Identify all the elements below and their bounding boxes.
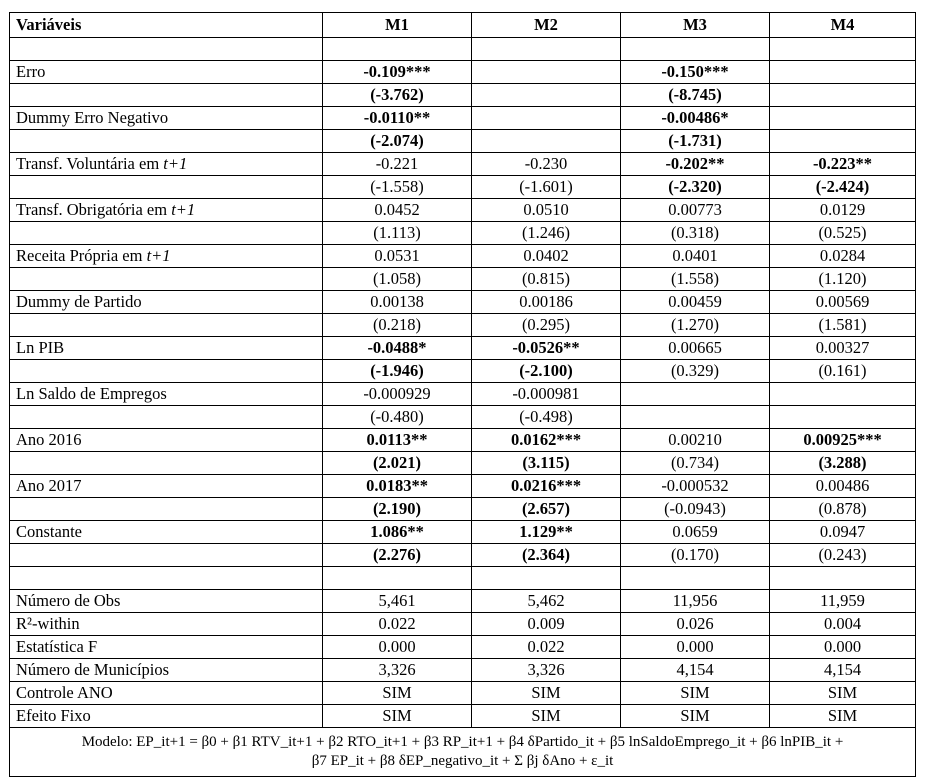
row-label [10, 636, 323, 659]
cell-m3 [621, 567, 770, 590]
model-row [10, 728, 916, 777]
cell-m1: SIM [323, 705, 472, 728]
cell-m2: 0.0402 [472, 245, 621, 268]
header-m1: M1 [323, 13, 472, 38]
table-row [10, 291, 916, 314]
cell-m2: (3.115) [472, 452, 621, 475]
cell-m4: (0.878) [770, 498, 916, 521]
cell-m2: 0.00186 [472, 291, 621, 314]
row-label [10, 521, 323, 544]
row-label-text: Transf. Obrigatória em [16, 200, 172, 219]
table-row [10, 199, 916, 222]
cell-m2: 1.129** [472, 521, 621, 544]
row-label-text: Número de Municípios [16, 660, 170, 679]
cell-m2 [472, 567, 621, 590]
cell-m4: (1.581) [770, 314, 916, 337]
cell-m1: 0.00138 [323, 291, 472, 314]
cell-m2 [472, 84, 621, 107]
table-row [10, 314, 916, 337]
cell-m1: (1.113) [323, 222, 472, 245]
cell-m3: (0.329) [621, 360, 770, 383]
cell-m1: (-0.480) [323, 406, 472, 429]
table-row [10, 544, 916, 567]
table-row [10, 498, 916, 521]
table-row [10, 222, 916, 245]
row-label [10, 314, 323, 337]
cell-m3: 4,154 [621, 659, 770, 682]
cell-m2: (2.657) [472, 498, 621, 521]
row-label-italic: t+1 [163, 154, 188, 173]
row-label-text: Ano 2017 [16, 476, 82, 495]
cell-m1: (-1.946) [323, 360, 472, 383]
row-label [10, 291, 323, 314]
cell-m2: 5,462 [472, 590, 621, 613]
row-label-text: Controle ANO [16, 683, 113, 702]
cell-m1 [323, 38, 472, 61]
cell-m1: 0.0452 [323, 199, 472, 222]
cell-m1: 0.0531 [323, 245, 472, 268]
cell-m3 [621, 38, 770, 61]
cell-m3: -0.202** [621, 153, 770, 176]
table-row [10, 176, 916, 199]
row-label-text: Receita Própria em [16, 246, 147, 265]
cell-m4: (0.161) [770, 360, 916, 383]
row-label [10, 406, 323, 429]
regression-table [9, 12, 916, 777]
cell-m1: 0.0113** [323, 429, 472, 452]
cell-m1 [323, 567, 472, 590]
row-label-text: Ano 2016 [16, 430, 82, 449]
row-label [10, 199, 323, 222]
row-label-text: Dummy de Partido [16, 292, 142, 311]
cell-m3 [621, 406, 770, 429]
cell-m2: (1.246) [472, 222, 621, 245]
cell-m4: 0.00569 [770, 291, 916, 314]
cell-m3: 0.026 [621, 613, 770, 636]
cell-m4: 0.00486 [770, 475, 916, 498]
row-label [10, 682, 323, 705]
table-row [10, 590, 916, 613]
row-label-italic: t+1 [146, 246, 171, 265]
cell-m4: SIM [770, 682, 916, 705]
cell-m3: 0.00773 [621, 199, 770, 222]
row-label [10, 567, 323, 590]
table-row [10, 107, 916, 130]
row-label-italic: t+1 [171, 200, 196, 219]
cell-m2: (2.364) [472, 544, 621, 567]
row-label-text: Dummy Erro Negativo [16, 108, 169, 127]
row-label [10, 429, 323, 452]
cell-m1: (2.276) [323, 544, 472, 567]
cell-m2: 0.0162*** [472, 429, 621, 452]
row-label-text: Erro [16, 62, 46, 81]
row-label-text: Ln PIB [16, 338, 65, 357]
table-row [10, 567, 916, 590]
cell-m3: (-0.0943) [621, 498, 770, 521]
cell-m3: (-2.320) [621, 176, 770, 199]
row-label-text: Transf. Voluntária em [16, 154, 164, 173]
cell-m1: (2.021) [323, 452, 472, 475]
cell-m3: (1.270) [621, 314, 770, 337]
cell-m2 [472, 130, 621, 153]
cell-m3: (0.318) [621, 222, 770, 245]
cell-m2: (-2.100) [472, 360, 621, 383]
row-label [10, 337, 323, 360]
cell-m3: (1.558) [621, 268, 770, 291]
cell-m4: 4,154 [770, 659, 916, 682]
row-label [10, 245, 323, 268]
cell-m3: SIM [621, 705, 770, 728]
row-label-text: Estatística F [16, 637, 98, 656]
cell-m3: -0.00486* [621, 107, 770, 130]
table-row [10, 659, 916, 682]
row-label-text: Constante [16, 522, 82, 541]
row-label [10, 107, 323, 130]
cell-m4: 11,959 [770, 590, 916, 613]
cell-m4: (3.288) [770, 452, 916, 475]
table-row [10, 705, 916, 728]
cell-m1: 0.022 [323, 613, 472, 636]
regression-table-container [9, 12, 915, 777]
model-line-1-text: Modelo: EP_it+1 = β0 + β1 RTV_it+1 + β2 RTO_it+1 + β3 RP_it+1 + β4 δPartido_it + β5 lnSaldoEmprego_it + β6 lnPIB_it + [81, 734, 844, 750]
table-header-row [10, 13, 916, 38]
cell-m1: 3,326 [323, 659, 472, 682]
table-row [10, 245, 916, 268]
cell-m3: 0.0401 [621, 245, 770, 268]
cell-m4: 0.00327 [770, 337, 916, 360]
cell-m4: -0.223** [770, 153, 916, 176]
row-label [10, 705, 323, 728]
row-label-text: Número de Obs [16, 591, 121, 610]
cell-m4: 0.0947 [770, 521, 916, 544]
cell-m3 [621, 383, 770, 406]
table-row [10, 429, 916, 452]
cell-m1: (-1.558) [323, 176, 472, 199]
table-row [10, 406, 916, 429]
table-row [10, 84, 916, 107]
header-m2: M2 [472, 13, 621, 38]
model-equation-line-1 [16, 733, 909, 752]
cell-m4 [770, 567, 916, 590]
table-row [10, 130, 916, 153]
cell-m2 [472, 107, 621, 130]
cell-m1: -0.000929 [323, 383, 472, 406]
cell-m4: (0.525) [770, 222, 916, 245]
model-equation-line-2 [16, 752, 909, 771]
cell-m4: SIM [770, 705, 916, 728]
cell-m2: 0.022 [472, 636, 621, 659]
table-row [10, 38, 916, 61]
row-label [10, 84, 323, 107]
header-variaveis: Variáveis [10, 13, 323, 38]
cell-m4: 0.004 [770, 613, 916, 636]
table-row [10, 383, 916, 406]
cell-m4 [770, 38, 916, 61]
table-body [10, 38, 916, 728]
cell-m3: 0.0659 [621, 521, 770, 544]
cell-m1: (1.058) [323, 268, 472, 291]
cell-m4: 0.0284 [770, 245, 916, 268]
cell-m1: (-3.762) [323, 84, 472, 107]
row-label [10, 130, 323, 153]
table-row [10, 153, 916, 176]
cell-m1: -0.0488* [323, 337, 472, 360]
cell-m4 [770, 383, 916, 406]
cell-m1: 0.000 [323, 636, 472, 659]
model-equation [10, 728, 916, 777]
cell-m1: 1.086** [323, 521, 472, 544]
cell-m2: -0.000981 [472, 383, 621, 406]
row-label [10, 613, 323, 636]
row-label [10, 383, 323, 406]
cell-m4 [770, 107, 916, 130]
cell-m3: (0.734) [621, 452, 770, 475]
row-label [10, 544, 323, 567]
cell-m2: 0.0510 [472, 199, 621, 222]
cell-m3: (-8.745) [621, 84, 770, 107]
table-row [10, 475, 916, 498]
cell-m3: -0.000532 [621, 475, 770, 498]
row-label [10, 498, 323, 521]
table-row [10, 613, 916, 636]
row-label [10, 590, 323, 613]
cell-m2 [472, 38, 621, 61]
row-label [10, 268, 323, 291]
cell-m1: (-2.074) [323, 130, 472, 153]
row-label-text: Ln Saldo de Empregos [16, 384, 167, 403]
cell-m4: (0.243) [770, 544, 916, 567]
row-label [10, 222, 323, 245]
cell-m3: (0.170) [621, 544, 770, 567]
cell-m3: 0.00459 [621, 291, 770, 314]
header-m3: M3 [621, 13, 770, 38]
cell-m3: 0.00210 [621, 429, 770, 452]
table-row [10, 682, 916, 705]
row-label-text: R²-within [16, 614, 80, 633]
cell-m2: -0.0526** [472, 337, 621, 360]
header-m4: M4 [770, 13, 916, 38]
cell-m3: 0.000 [621, 636, 770, 659]
cell-m4: 0.0129 [770, 199, 916, 222]
table-row [10, 360, 916, 383]
cell-m1: -0.0110** [323, 107, 472, 130]
row-label [10, 38, 323, 61]
cell-m3: SIM [621, 682, 770, 705]
row-label [10, 452, 323, 475]
table-row [10, 61, 916, 84]
cell-m2: SIM [472, 682, 621, 705]
cell-m1: 5,461 [323, 590, 472, 613]
cell-m2: 0.009 [472, 613, 621, 636]
cell-m2: 0.0216*** [472, 475, 621, 498]
model-line-2-text: β7 EP_it + β8 δEP_negativo_it + Σ βj δAno + ε_it [311, 753, 614, 769]
cell-m3: 11,956 [621, 590, 770, 613]
cell-m3: 0.00665 [621, 337, 770, 360]
cell-m3: -0.150*** [621, 61, 770, 84]
cell-m2: 3,326 [472, 659, 621, 682]
cell-m2: SIM [472, 705, 621, 728]
row-label [10, 176, 323, 199]
row-label [10, 360, 323, 383]
cell-m1: 0.0183** [323, 475, 472, 498]
cell-m1: SIM [323, 682, 472, 705]
table-row [10, 521, 916, 544]
row-label-text: Efeito Fixo [16, 706, 91, 725]
cell-m2 [472, 61, 621, 84]
cell-m4: (1.120) [770, 268, 916, 291]
table-row [10, 452, 916, 475]
table-row [10, 636, 916, 659]
cell-m4 [770, 130, 916, 153]
cell-m1: -0.109*** [323, 61, 472, 84]
cell-m4: 0.00925*** [770, 429, 916, 452]
cell-m1: (0.218) [323, 314, 472, 337]
table-row [10, 337, 916, 360]
cell-m4 [770, 406, 916, 429]
cell-m4: (-2.424) [770, 176, 916, 199]
cell-m1: (2.190) [323, 498, 472, 521]
row-label [10, 475, 323, 498]
cell-m2: (0.815) [472, 268, 621, 291]
cell-m2: -0.230 [472, 153, 621, 176]
cell-m4 [770, 61, 916, 84]
table-row [10, 268, 916, 291]
cell-m2: (0.295) [472, 314, 621, 337]
cell-m2: (-0.498) [472, 406, 621, 429]
cell-m1: -0.221 [323, 153, 472, 176]
row-label [10, 153, 323, 176]
cell-m3: (-1.731) [621, 130, 770, 153]
cell-m4 [770, 84, 916, 107]
row-label [10, 659, 323, 682]
cell-m2: (-1.601) [472, 176, 621, 199]
cell-m4: 0.000 [770, 636, 916, 659]
row-label [10, 61, 323, 84]
